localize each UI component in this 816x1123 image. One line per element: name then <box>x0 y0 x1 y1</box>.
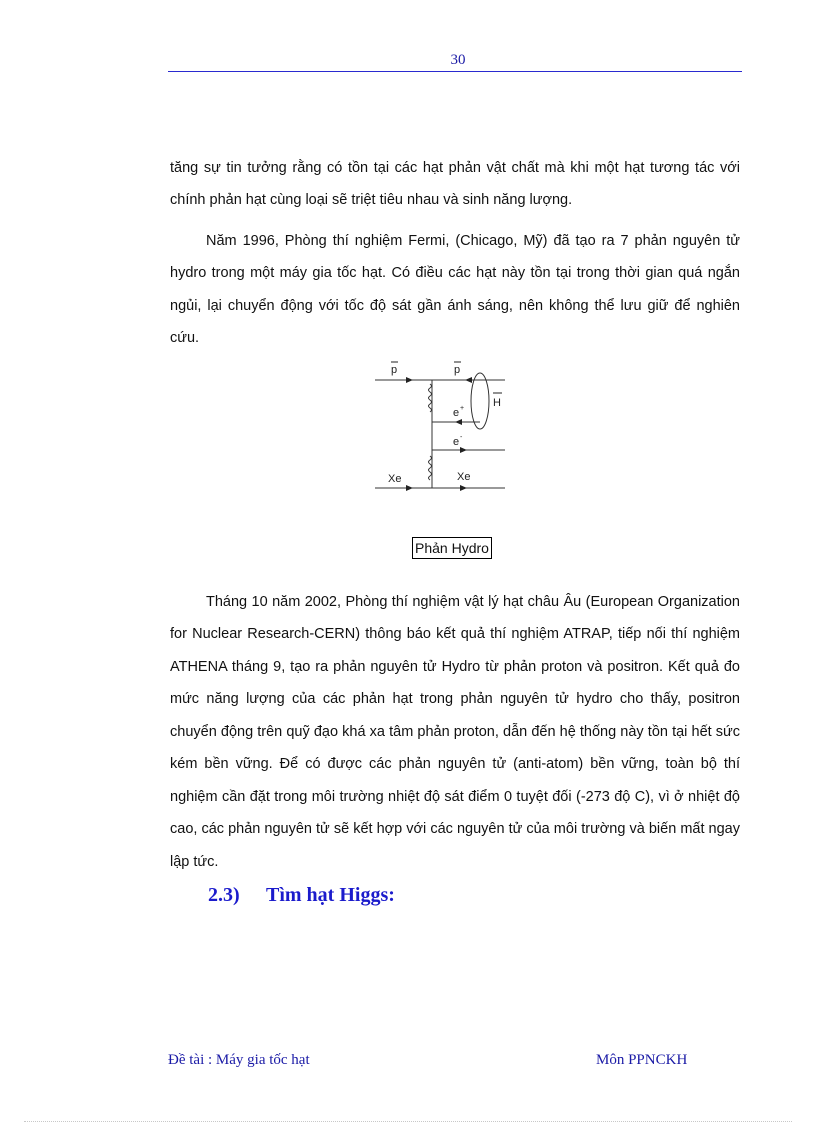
p-out-label: p <box>454 364 461 376</box>
section-number: 2.3) <box>208 884 240 906</box>
arrow-p-in <box>406 377 413 383</box>
arrow-e-plus <box>455 419 462 425</box>
photon-2 <box>429 456 432 480</box>
antihydrogen-ellipse <box>471 373 489 429</box>
section-title: Tìm hạt Higgs: <box>266 884 395 906</box>
figure-caption: Phản Hydro <box>412 537 492 559</box>
xe-in-label: Xe <box>388 473 402 485</box>
xe-out-label: Xe <box>457 471 471 483</box>
e-minus-sup: - <box>460 434 463 441</box>
e-plus-sup: + <box>460 405 465 412</box>
arrow-p-out <box>465 377 472 383</box>
antihydrogen-diagram <box>370 356 510 496</box>
e-minus-label: e <box>453 436 460 448</box>
header-rule <box>168 71 742 72</box>
paragraph-2: Năm 1996, Phòng thí nghiệm Fermi, (Chicago, Mỹ) đã tạo ra 7 phản nguyên tử hydro trong một máy gia tốc hạt. Có điều các hạt này tồn tại trong thời gian quá ngắn ngủi, lại chuyển động với tốc độ sát gần ánh sáng, nên không thể lưu giữ để nghiên cứu. <box>170 232 740 346</box>
arrow-xe-in <box>406 485 413 491</box>
e-plus-label: e <box>453 407 460 419</box>
footer-topic: Đề tài : Máy gia tốc hạt <box>168 1052 310 1068</box>
page-bottom-rule <box>24 1121 792 1122</box>
paragraph-1: tăng sự tin tưởng rằng có tồn tại các hạt phản vật chất mà khi một hạt tương tác với chính phản hạt cùng loại sẽ triệt tiêu nhau và sinh năng lượng. <box>170 159 740 208</box>
diagram-lines <box>375 373 505 488</box>
arrow-xe-out <box>460 485 467 491</box>
footer-course: Môn PPNCKH <box>596 1052 688 1068</box>
photon-1 <box>429 384 432 412</box>
p-in-label: p <box>391 364 398 376</box>
section-heading <box>208 884 395 907</box>
h-bar-label: H <box>493 397 501 409</box>
arrow-e-minus <box>460 447 467 453</box>
paragraph-3: Tháng 10 năm 2002, Phòng thí nghiệm vật lý hạt châu Âu (European Organization for Nuclear Research-CERN) thông báo kết quả thí nghiệm ATRAP, tiếp nối thí nghiệm ATHENA tháng 9, tạo ra phản nguyên tử Hydro từ phản proton và positron. Kết quả đo mức năng lượng của các phản hạt trong phản nguyên tử hydro cho thấy, positron chuyển động trên quỹ đạo khá xa tâm phản proton, dẫn đến hệ thống này tồn tại hết sức kém bền vững. Để có được các phản nguyên tử (anti-atom) bền vững, toàn bộ thí nghiệm cần đặt trong môi trường nhiệt độ sát điểm 0 tuyệt đối (-273 độ C), vì ở nhiệt độ cao, các phản nguyên tử sẽ kết hợp với các nguyên tử của môi trường và biến mất ngay lập tức. <box>170 593 740 870</box>
page-number: 30 <box>450 52 466 68</box>
